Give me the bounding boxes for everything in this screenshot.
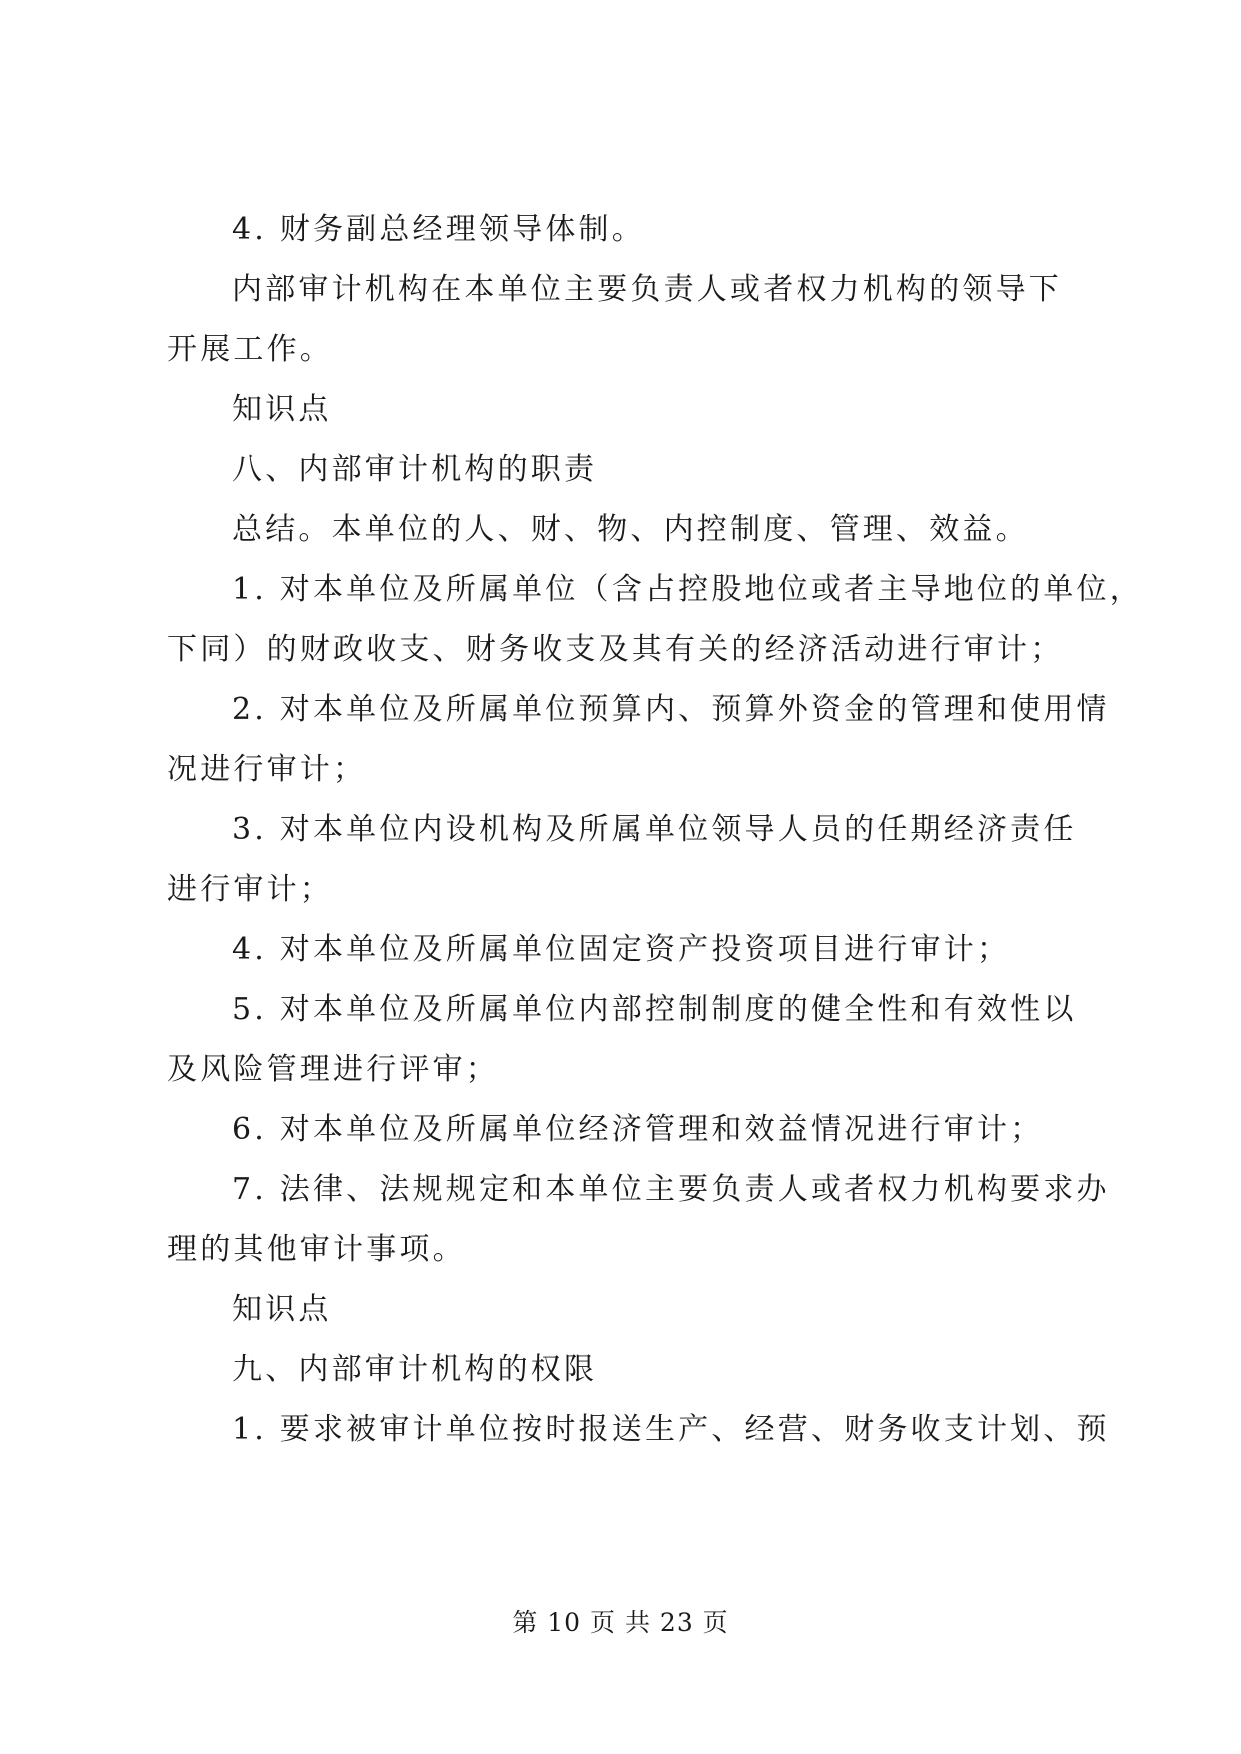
list-item-continuation: 下同）的财政收支、财务收支及其有关的经济活动进行审计； — [167, 632, 1064, 667]
paragraph-line: 总结。本单位的人、财、物、内控制度、管理、效益。 — [232, 512, 1029, 547]
list-item: 4. 财务副总经理领导体制。 — [232, 212, 645, 247]
list-item-continuation: 及风险管理进行评审； — [167, 1052, 499, 1087]
list-item-continuation: 况进行审计； — [167, 752, 367, 787]
list-item: 5. 对本单位及所属单位内部控制制度的健全性和有效性以 — [232, 992, 1077, 1027]
section-label: 知识点 — [232, 1292, 332, 1327]
section-heading: 八、内部审计机构的职责 — [232, 452, 598, 487]
list-item: 1. 要求被审计单位按时报送生产、经营、财务收支计划、预 — [232, 1412, 1110, 1447]
list-item: 1. 对本单位及所属单位（含占控股地位或者主导地位的单位， — [232, 572, 1143, 607]
paragraph-line: 开展工作。 — [167, 332, 333, 367]
list-item: 4. 对本单位及所属单位固定资产投资项目进行审计； — [232, 932, 1011, 967]
list-item: 3. 对本单位内设机构及所属单位领导人员的任期经济责任 — [232, 812, 1077, 847]
page-number-footer: 第 10 页 共 23 页 — [512, 1608, 729, 1637]
list-item-continuation: 理的其他审计事项。 — [167, 1232, 466, 1267]
section-heading: 九、内部审计机构的权限 — [232, 1352, 598, 1387]
section-label: 知识点 — [232, 392, 332, 427]
list-item: 6. 对本单位及所属单位经济管理和效益情况进行审计； — [232, 1112, 1044, 1147]
list-item: 2. 对本单位及所属单位预算内、预算外资金的管理和使用情 — [232, 692, 1110, 727]
list-item-continuation: 进行审计； — [167, 872, 333, 907]
paragraph-line: 内部审计机构在本单位主要负责人或者权力机构的领导下 — [232, 272, 1062, 307]
list-item: 7. 法律、法规规定和本单位主要负责人或者权力机构要求办 — [232, 1172, 1110, 1207]
